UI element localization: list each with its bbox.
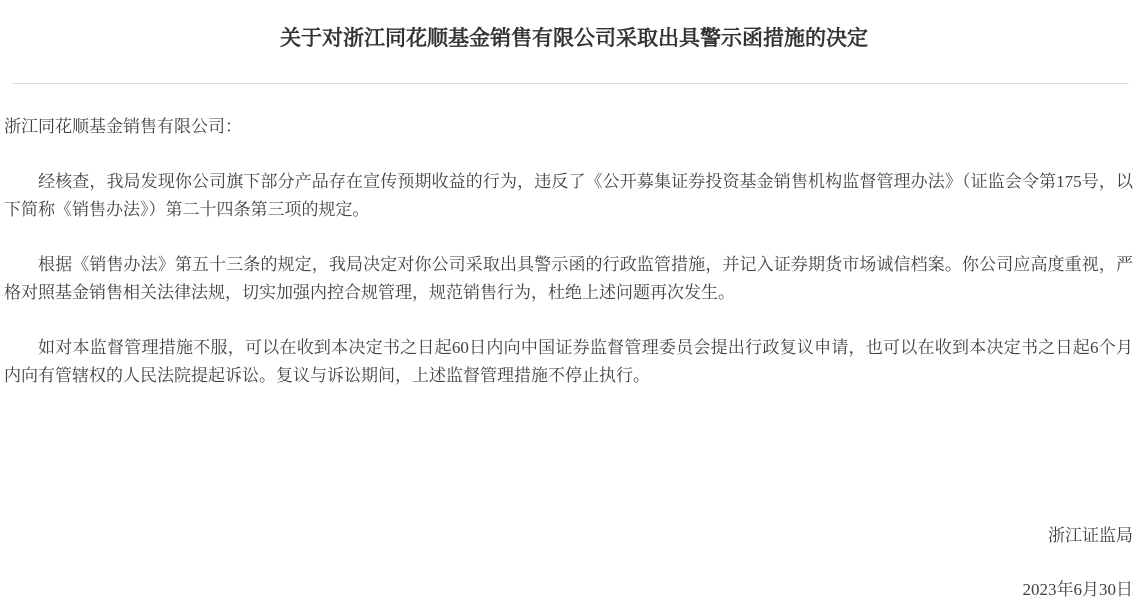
issuer-signature: 浙江证监局 [1048,526,1133,545]
paragraph-violation-finding: 经核查，我局发现你公司旗下部分产品存在宣传预期收益的行为，违反了《公开募集证券投资基金销售机构监督管理办法》（证监会令第175号，以下简称《销售办法》）第二十四条第三项的规定。 [4,172,1133,219]
paragraph-appeal-rights: 如对本监督管理措施不服，可以在收到本决定书之日起60日内向中国证券监督管理委员会提出行政复议申请，也可以在收到本决定书之日起6个月内向有管辖权的人民法院提起诉讼。复议与诉讼期间，上述监督管理措施不停止执行。 [4,338,1133,385]
paragraph-regulatory-decision: 根据《销售办法》第五十三条的规定，我局决定对你公司采取出具警示函的行政监管措施，并记入证券期货市场诚信档案。你公司应高度重视，严格对照基金销售相关法律法规，切实加强内控合规管理，规范销售行为，杜绝上述问题再次发生。 [4,255,1133,302]
document-title: 关于对浙江同花顺基金销售有限公司采取出具警示函措施的决定 [280,27,868,50]
addressee-line: 浙江同花顺基金销售有限公司： [4,117,242,136]
document-body [0,113,1148,604]
issue-date: 2023年6月30日 [1022,580,1133,599]
title-divider [12,83,1129,84]
